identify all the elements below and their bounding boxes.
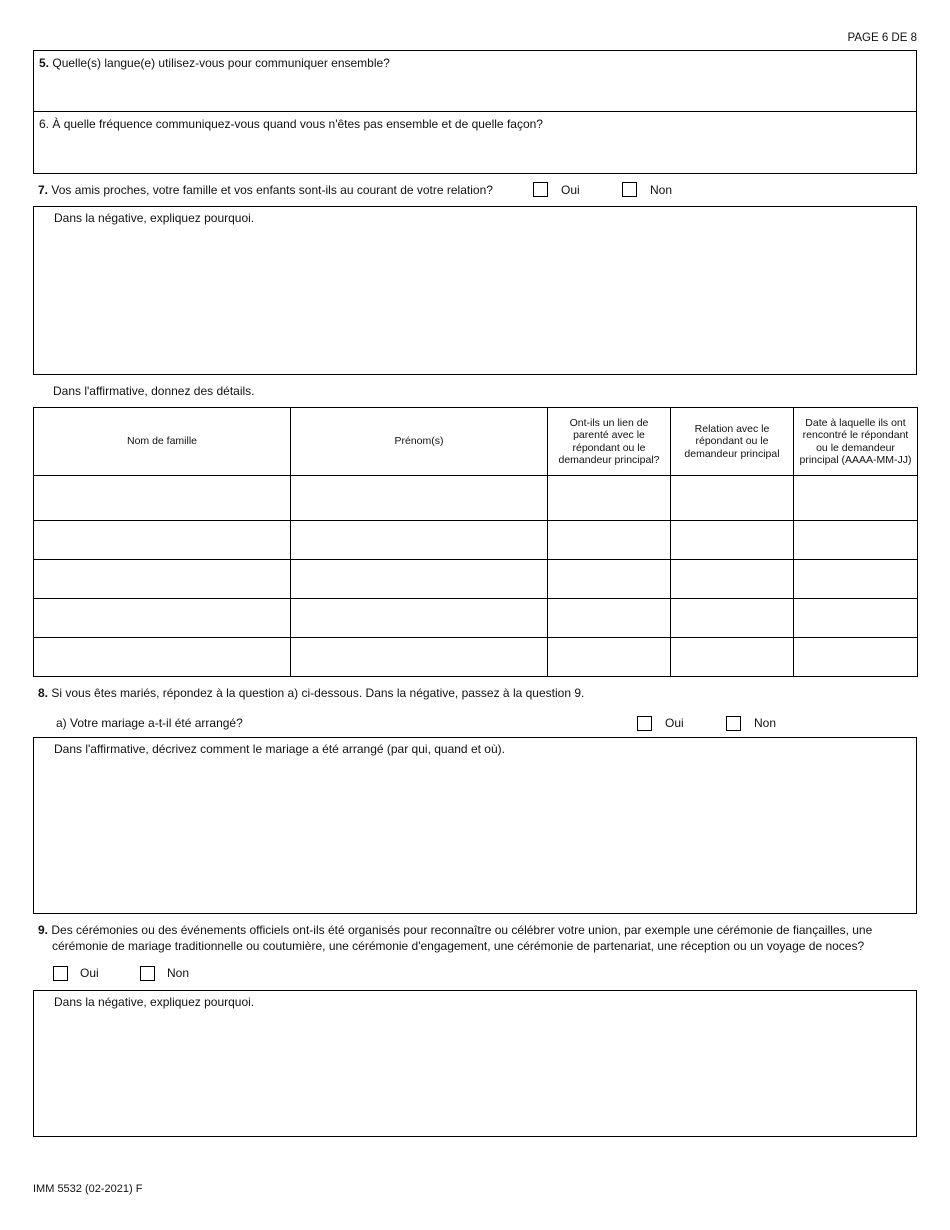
table-cell[interactable] bbox=[291, 476, 548, 521]
table-cell[interactable] bbox=[671, 476, 794, 521]
q9-text-line2: cérémonie de mariage traditionnelle ou coutumière, une cérémonie d'engagement, une cérémonie de partenariat, une réception ou un voyage de noces? bbox=[52, 939, 865, 953]
table-row bbox=[34, 521, 918, 560]
q7-affirmative-prompt: Dans l'affirmative, donnez des détails. bbox=[53, 384, 255, 398]
q8-no-label: Non bbox=[754, 716, 777, 730]
table-cell[interactable] bbox=[291, 521, 548, 560]
q9-negative-prompt: Dans la négative, expliquez pourquoi. bbox=[54, 995, 255, 1009]
q5-question bbox=[39, 56, 390, 70]
q5-answer-box[interactable] bbox=[33, 50, 917, 112]
q7-details-table bbox=[33, 407, 918, 677]
form-code: IMM 5532 (02-2021) F bbox=[33, 1183, 143, 1195]
col-header-first-names: Prénom(s) bbox=[291, 408, 548, 476]
table-cell[interactable] bbox=[34, 638, 291, 677]
table-cell[interactable] bbox=[34, 476, 291, 521]
q7-no-label: Non bbox=[650, 183, 673, 197]
table-cell[interactable] bbox=[548, 521, 671, 560]
q6-question bbox=[39, 117, 543, 131]
q7-negative-answer-box[interactable] bbox=[33, 206, 917, 375]
q7-number: 7. bbox=[38, 183, 49, 197]
page-number: PAGE 6 DE 8 bbox=[847, 32, 917, 44]
table-cell[interactable] bbox=[671, 638, 794, 677]
q7-yes-label: Oui bbox=[561, 183, 580, 197]
q5-text: Quelle(s) langue(e) utilisez-vous pour communiquer ensemble? bbox=[52, 56, 390, 70]
table-cell[interactable] bbox=[34, 521, 291, 560]
q9-question bbox=[38, 922, 872, 954]
table-row bbox=[34, 599, 918, 638]
table-cell[interactable] bbox=[794, 638, 918, 677]
q9-number: 9. bbox=[38, 923, 49, 937]
table-cell[interactable] bbox=[794, 560, 918, 599]
q9-yes-checkbox[interactable] bbox=[53, 966, 68, 981]
col-header-date-met: Date à laquelle ils ont rencontré le répondant ou le demandeur principal (AAAA-MM-JJ) bbox=[794, 408, 918, 476]
q9-text-line1: Des cérémonies ou des événements officiels ont-ils été organisés pour reconnaître ou célébrer votre union, par exemple une cérémonie de fiançailles, une bbox=[51, 923, 873, 937]
q8-no-checkbox[interactable] bbox=[726, 716, 741, 731]
q9-no-label: Non bbox=[167, 966, 190, 980]
q8-number: 8. bbox=[38, 686, 49, 700]
table-row bbox=[34, 638, 918, 677]
q8-affirmative-prompt: Dans l'affirmative, décrivez comment le mariage a été arrangé (par qui, quand et où). bbox=[54, 742, 505, 756]
table-cell[interactable] bbox=[291, 638, 548, 677]
col-header-related: Ont-ils un lien de parenté avec le répondant ou le demandeur principal? bbox=[548, 408, 671, 476]
q7-no-checkbox[interactable] bbox=[622, 182, 637, 197]
table-cell[interactable] bbox=[794, 476, 918, 521]
table-cell[interactable] bbox=[794, 521, 918, 560]
q6-number: 6. bbox=[39, 117, 50, 131]
table-cell[interactable] bbox=[548, 560, 671, 599]
q9-negative-answer-box[interactable] bbox=[33, 990, 917, 1137]
table-header-row bbox=[34, 408, 918, 476]
table-cell[interactable] bbox=[794, 599, 918, 638]
q5-number: 5. bbox=[39, 56, 50, 70]
table-row bbox=[34, 560, 918, 599]
table-cell[interactable] bbox=[548, 638, 671, 677]
table-cell[interactable] bbox=[671, 599, 794, 638]
q7-yes-checkbox[interactable] bbox=[533, 182, 548, 197]
q8-affirmative-answer-box[interactable] bbox=[33, 737, 917, 914]
q6-answer-box[interactable] bbox=[33, 111, 917, 174]
q7-text: Vos amis proches, votre famille et vos enfants sont-ils au courant de votre relation? bbox=[51, 183, 493, 197]
table-cell[interactable] bbox=[671, 521, 794, 560]
col-header-last-name: Nom de famille bbox=[34, 408, 291, 476]
q6-text: À quelle fréquence communiquez-vous quand vous n'êtes pas ensemble et de quelle façon? bbox=[52, 117, 543, 131]
table-cell[interactable] bbox=[671, 560, 794, 599]
table-cell[interactable] bbox=[34, 599, 291, 638]
table-cell[interactable] bbox=[34, 560, 291, 599]
col-header-relationship: Relation avec le répondant ou le demandeur principal bbox=[671, 408, 794, 476]
table-cell[interactable] bbox=[291, 599, 548, 638]
table-row bbox=[34, 476, 918, 521]
q7-negative-prompt: Dans la négative, expliquez pourquoi. bbox=[54, 211, 255, 225]
table-cell[interactable] bbox=[291, 560, 548, 599]
q8-yes-label: Oui bbox=[665, 716, 684, 730]
q8-question bbox=[38, 686, 584, 700]
table-cell[interactable] bbox=[548, 599, 671, 638]
q9-yes-label: Oui bbox=[80, 966, 99, 980]
table-cell[interactable] bbox=[548, 476, 671, 521]
q7-question bbox=[38, 183, 493, 197]
q9-no-checkbox[interactable] bbox=[140, 966, 155, 981]
q8-sub-a: a) Votre mariage a-t-il été arrangé? bbox=[56, 716, 243, 730]
q8-text: Si vous êtes mariés, répondez à la question a) ci-dessous. Dans la négative, passez à la question 9. bbox=[51, 686, 585, 700]
q8-yes-checkbox[interactable] bbox=[637, 716, 652, 731]
